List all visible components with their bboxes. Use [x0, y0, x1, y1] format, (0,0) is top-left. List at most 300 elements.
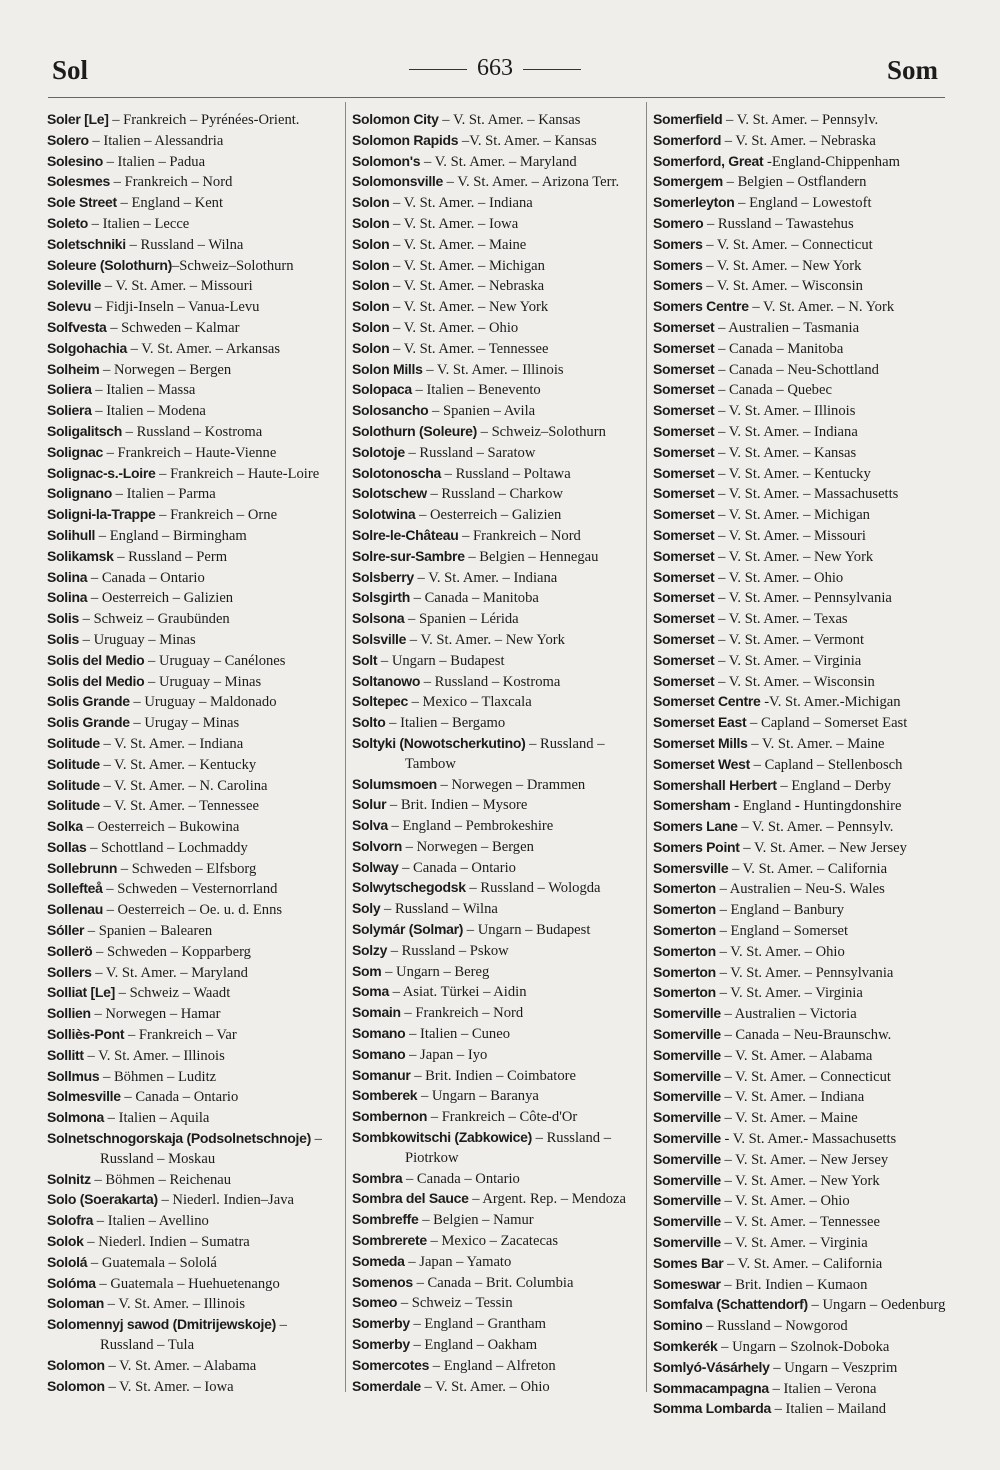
- entry-location: – Uruguay – Canélones: [144, 652, 286, 669]
- entry-location: – Italien – Parma: [111, 486, 216, 503]
- gazetteer-entry: [47, 339, 343, 360]
- entry-headword: Somerset: [653, 610, 715, 627]
- entry-location: – Spanien – Lérida: [404, 611, 519, 628]
- column-divider: [345, 102, 346, 1392]
- gazetteer-entry: [352, 235, 648, 256]
- entry-location: – V. St. Amer. – Connecticut: [720, 1068, 891, 1085]
- entry-headword: Somerville: [653, 1026, 721, 1043]
- entry-headword: Solon: [352, 194, 390, 211]
- gazetteer-entry: [47, 1315, 343, 1356]
- gazetteer-entry: [352, 816, 648, 837]
- entry-location: – Frankreich – Orne: [155, 507, 278, 524]
- entry-headword: Somers Centre: [653, 298, 749, 315]
- entry-headword: Solsberry: [352, 568, 414, 585]
- entry-headword: Solis del Medio: [47, 672, 145, 689]
- entry-location: – Schweiz – Waadt: [114, 985, 231, 1002]
- gazetteer-entry: [352, 1377, 648, 1398]
- entry-headword: Sollers: [47, 963, 92, 980]
- page-header: [0, 55, 1000, 91]
- entry-location: – Norwegen – Bergen: [402, 838, 534, 855]
- gazetteer-entry: [653, 1295, 949, 1316]
- entry-location: – V. St. Amer. – New York: [720, 1172, 880, 1189]
- entry-headword: Somerset: [653, 402, 715, 419]
- entry-location: – Frankreich – Haute-Loire: [155, 465, 320, 482]
- entry-location: – Russland – Moskau: [100, 1131, 322, 1167]
- entry-headword: Soletschniki: [47, 235, 126, 252]
- gazetteer-entry: [653, 713, 949, 734]
- gazetteer-entry: [352, 1273, 648, 1294]
- gazetteer-entry: [352, 588, 648, 609]
- entry-location: – Ungarn – Budapest: [463, 922, 591, 939]
- gazetteer-entry: [47, 1274, 343, 1295]
- entry-location: – Spanien – Balearen: [84, 923, 213, 940]
- entry-headword: Sololá: [47, 1253, 88, 1270]
- entry-location: – Italien – Benevento: [411, 382, 541, 399]
- gazetteer-entry: [47, 484, 343, 505]
- entry-location: – V. St. Amer. – New York: [389, 299, 549, 316]
- header-dash-left: [409, 69, 467, 70]
- gazetteer-entry: [47, 588, 343, 609]
- entry-headword: Solon: [352, 277, 390, 294]
- gazetteer-entry: [653, 692, 949, 713]
- entry-location: – Ungarn – Budapest: [377, 652, 505, 669]
- entry-headword: Solka: [47, 818, 83, 835]
- gazetteer-entry: [352, 713, 648, 734]
- entry-headword: Sollitt: [47, 1046, 84, 1063]
- gazetteer-entry: [653, 963, 949, 984]
- entry-headword: Somers Lane: [653, 818, 738, 835]
- entry-location: – Belgien – Ostflandern: [722, 174, 867, 191]
- entry-headword: Som: [352, 962, 382, 979]
- entry-location: – V. St. Amer. – Indiana: [389, 195, 533, 212]
- gazetteer-entry: [653, 1025, 949, 1046]
- entry-headword: Somerford: [653, 131, 722, 148]
- entry-location: – Frankreich – Nord: [458, 527, 581, 544]
- entry-location: –V. St. Amer. – Kansas: [458, 132, 597, 149]
- gazetteer-entry: [352, 547, 648, 568]
- entry-headword: Solgohachia: [47, 339, 127, 356]
- gazetteer-entry: [47, 1025, 343, 1046]
- entry-headword: Somerset: [653, 568, 715, 585]
- entry-location: – Russland – Tambow: [405, 735, 605, 772]
- entry-headword: Somenos: [352, 1273, 413, 1290]
- entry-headword: Solvorn: [352, 837, 403, 854]
- gazetteer-entry: [653, 859, 949, 880]
- gazetteer-entry: [653, 256, 949, 277]
- entry-headword: Somes Bar: [653, 1254, 724, 1271]
- gazetteer-entry: [653, 838, 949, 859]
- gazetteer-entry: [653, 172, 949, 193]
- gazetteer-entry: [47, 1190, 343, 1211]
- gazetteer-entry: [352, 1128, 648, 1169]
- entry-location: – Schweiz–Solothurn: [476, 423, 606, 440]
- entry-location: – V. St. Amer. – New York: [406, 631, 565, 648]
- gazetteer-entry: [653, 755, 949, 776]
- entry-headword: Sommacampagna: [653, 1379, 769, 1396]
- entry-location: – Italien – Aquila: [104, 1110, 210, 1127]
- gazetteer-entry: [47, 838, 343, 859]
- entry-headword: Soligni-la-Trappe: [47, 506, 156, 523]
- entry-location: – Canada – Manitoba: [714, 340, 844, 357]
- entry-location: – V. St. Amer. – Tennessee: [389, 340, 549, 357]
- entry-headword: Solignano: [47, 485, 112, 502]
- entry-location: – Mexico – Zacatecas: [426, 1233, 559, 1250]
- gazetteer-entry: [352, 1003, 648, 1024]
- gazetteer-entry: [653, 630, 949, 651]
- entry-location: – Italien – Padua: [102, 153, 206, 170]
- entry-headword: Solihull: [47, 526, 96, 543]
- gazetteer-entry: [653, 214, 949, 235]
- entry-headword: Somerset West: [653, 755, 750, 772]
- gazetteer-entry: [352, 1231, 648, 1252]
- entry-location: – Russland – Wologda: [465, 880, 601, 897]
- entry-location: – Ungarn – Oedenburg: [807, 1297, 946, 1314]
- entry-location: – Russland – Tula: [100, 1317, 287, 1354]
- entry-headword: Solsona: [352, 610, 405, 627]
- entry-location: – Italien – Avellino: [93, 1213, 209, 1230]
- entry-location: - V. St. Amer.- Massachusetts: [720, 1131, 897, 1148]
- entry-location: – V. St. Amer. – New Jersey: [739, 839, 907, 856]
- entry-headword: Somerset: [653, 651, 715, 668]
- entry-location: -England-Chippenham: [763, 153, 900, 170]
- gazetteer-entry: [47, 755, 343, 776]
- entry-location: – V. St. Amer. – Iowa: [104, 1378, 234, 1395]
- entry-headword: Sollas: [47, 838, 87, 855]
- entry-headword: Somers: [653, 256, 703, 273]
- entry-headword: Solomennyj sawod (Dmitrijewskoje): [47, 1316, 276, 1333]
- entry-location: – Russland – Piotrkow: [405, 1130, 612, 1166]
- entry-location: – V. St. Amer. – Illinois: [714, 403, 856, 420]
- gazetteer-entry: [47, 1377, 343, 1398]
- gazetteer-entry: [47, 152, 343, 173]
- entry-headword: Somero: [653, 214, 704, 231]
- entry-headword: Sole Street: [47, 194, 117, 211]
- entry-headword: Solwytschegodsk: [352, 879, 466, 896]
- entry-location: – Ungarn – Bereg: [381, 963, 490, 980]
- gazetteer-entry: [352, 982, 648, 1003]
- entry-headword: Somerton: [653, 984, 716, 1001]
- entry-location: – Schweden – Kopparberg: [92, 943, 251, 960]
- entry-headword: Somerville: [653, 1213, 721, 1230]
- entry-location: – Brit. Indien – Coimbatore: [410, 1067, 576, 1084]
- entry-location: – Oesterreich – Galizien: [87, 590, 234, 607]
- entry-location: – V. St. Amer. – Tennessee: [99, 798, 259, 815]
- entry-location: – Russland – Tawastehus: [703, 215, 854, 232]
- entry-headword: Somano: [352, 1025, 406, 1042]
- entry-location: – England – Somerset: [715, 923, 849, 940]
- gazetteer-entry: [653, 734, 949, 755]
- entry-location: – V. St. Amer. – Wisconsin: [702, 278, 863, 295]
- entry-location: – Canada – Manitoba: [409, 590, 539, 607]
- gazetteer-entry: [47, 422, 343, 443]
- gazetteer-entry: [352, 1314, 648, 1335]
- entry-location: – V. St. Amer. – Massachusetts: [714, 486, 899, 503]
- entry-location: – Frankreich – Nord: [109, 174, 233, 191]
- gazetteer-entry: [352, 941, 648, 962]
- gazetteer-entry: [352, 1169, 648, 1190]
- gazetteer-entry: [352, 1045, 648, 1066]
- entry-headword: Somerset: [653, 318, 715, 335]
- gazetteer-entry: [653, 360, 949, 381]
- gazetteer-entry: [47, 297, 343, 318]
- entry-headword: Soltepec: [352, 693, 408, 710]
- entry-headword: Somerville: [653, 1130, 721, 1147]
- entry-location: – England – Alfreton: [429, 1357, 556, 1374]
- gazetteer-entry: [352, 152, 648, 173]
- gazetteer-entry: [352, 297, 648, 318]
- entry-location: – Russland – Perm: [113, 548, 228, 565]
- entry-headword: Solok: [47, 1233, 84, 1250]
- gazetteer-entry: [653, 152, 949, 173]
- entry-headword: Somerset: [653, 339, 715, 356]
- entry-headword: Sombrerete: [352, 1232, 427, 1249]
- entry-headword: Somerset: [653, 381, 715, 398]
- entry-headword: Solto: [352, 714, 386, 731]
- entry-headword: Solheim: [47, 360, 100, 377]
- entry-location: – Belgien – Hennegau: [464, 548, 599, 565]
- entry-location: – Frankreich – Nord: [400, 1005, 524, 1022]
- entry-headword: Somerville: [653, 1005, 721, 1022]
- gazetteer-entry: [47, 1129, 343, 1170]
- entry-location: – V. St. Amer. – Indiana: [714, 423, 858, 440]
- entry-location: – Canada – Ontario: [87, 569, 205, 586]
- gazetteer-entry: [47, 235, 343, 256]
- entry-location: – V. St. Amer. – Virginia: [720, 1235, 868, 1252]
- entry-location: – V. St. Amer. – New York: [714, 548, 874, 565]
- gazetteer-entry: [352, 422, 648, 443]
- gazetteer-entry: [653, 900, 949, 921]
- gazetteer-entry: [352, 276, 648, 297]
- gazetteer-entry: [47, 1046, 343, 1067]
- entry-headword: Somergem: [653, 173, 723, 190]
- entry-location: – V. St. Amer. – Michigan: [714, 507, 870, 524]
- entry-location: – Norwegen – Hamar: [90, 1006, 221, 1023]
- entry-headword: Solis Grande: [47, 714, 130, 731]
- gazetteer-entry: [47, 276, 343, 297]
- gazetteer-entry: [653, 1316, 949, 1337]
- gazetteer-entry: [653, 547, 949, 568]
- gazetteer-entry: [352, 1189, 648, 1210]
- entry-headword: Solitude: [47, 797, 100, 814]
- entry-location: – V. St. Amer. – California: [723, 1255, 883, 1272]
- entry-location: – Frankreich – Var: [124, 1027, 237, 1044]
- gazetteer-entry: [352, 1335, 648, 1356]
- entry-location: – Niederl. Indien – Sumatra: [83, 1234, 250, 1251]
- column-1: [47, 110, 343, 1397]
- entry-location: – Oesterreich – Bukowina: [82, 819, 240, 836]
- entry-headword: Somerleyton: [653, 194, 735, 211]
- gazetteer-entry: [653, 1191, 949, 1212]
- gazetteer-entry: [352, 1024, 648, 1045]
- gazetteer-entry: [47, 1004, 343, 1025]
- entry-headword: Somerville: [653, 1192, 721, 1209]
- entry-location: – Canada – Quebec: [714, 382, 832, 399]
- entry-location: – Urugay – Minas: [129, 715, 240, 732]
- gazetteer-entry: [47, 318, 343, 339]
- entry-location: – V. St. Amer. – Texas: [714, 611, 848, 628]
- entry-headword: Solothurn (Soleure): [352, 422, 477, 439]
- gazetteer-entry: [352, 692, 648, 713]
- entry-headword: Somerville: [653, 1088, 721, 1105]
- entry-headword: Somberek: [352, 1087, 418, 1104]
- gazetteer-entry: [352, 172, 648, 193]
- gazetteer-entry: [653, 817, 949, 838]
- gazetteer-entry: [47, 859, 343, 880]
- column-2: [352, 110, 648, 1397]
- entry-location: – England – Oakham: [409, 1337, 538, 1354]
- entry-headword: Somers Point: [653, 838, 740, 855]
- entry-location: – Canada – Ontario: [398, 859, 516, 876]
- entry-headword: Solomonsville: [352, 173, 444, 190]
- gazetteer-entry: [653, 1171, 949, 1192]
- entry-location: – Fidji-Inseln – Vanua-Levu: [91, 299, 260, 316]
- gazetteer-entry: [47, 713, 343, 734]
- entry-headword: Solomon City: [352, 111, 439, 127]
- entry-location: – V. St. Amer. – Vermont: [714, 631, 865, 648]
- entry-headword: Somkerék: [653, 1338, 718, 1355]
- gazetteer-entry: [352, 630, 648, 651]
- entry-headword: Sóller: [47, 922, 85, 939]
- entry-location: –Schweiz–Solothurn: [171, 257, 294, 274]
- gazetteer-entry: [653, 1046, 949, 1067]
- entry-location: – Spanien – Avila: [428, 403, 536, 420]
- entry-location: – V. St. Amer. – New Jersey: [720, 1151, 889, 1168]
- entry-headword: Somerset East: [653, 714, 747, 731]
- gazetteer-entry: [653, 1254, 949, 1275]
- gazetteer-entry: [352, 609, 648, 630]
- entry-location: – Niederl. Indien–Java: [157, 1192, 294, 1209]
- gazetteer-entry: [653, 1233, 949, 1254]
- entry-headword: Sollenau: [47, 901, 103, 918]
- entry-location: – V. St. Amer. – Virginia: [714, 652, 862, 669]
- gazetteer-entry: [352, 1086, 648, 1107]
- entry-location: – V. St. Amer. – Ohio: [420, 1378, 550, 1395]
- entry-location: – Uruguay – Maldonado: [129, 694, 277, 711]
- gazetteer-entry: [47, 172, 343, 193]
- gazetteer-entry: [653, 276, 949, 297]
- entry-headword: Soligalitsch: [47, 422, 122, 439]
- entry-headword: Somerset: [653, 526, 715, 543]
- entry-headword: Sollefteå: [47, 880, 103, 897]
- entry-location: – V. St. Amer. – Wisconsin: [714, 673, 875, 690]
- gazetteer-entry: [653, 131, 949, 152]
- entry-location: – England – Grantham: [409, 1316, 546, 1333]
- gazetteer-entry: [47, 796, 343, 817]
- entry-headword: Solotwina: [352, 506, 416, 523]
- entry-location: – Russland – Kostroma: [420, 673, 561, 690]
- entry-headword: Solur: [352, 796, 387, 813]
- entry-headword: Solt: [352, 651, 378, 668]
- entry-location: – Italien – Mailand: [770, 1401, 887, 1418]
- entry-location: – V. St. Amer. – Maryland: [420, 153, 577, 170]
- entry-location: – Ungarn – Veszprim: [769, 1359, 898, 1376]
- entry-location: – Canada – Ontario: [120, 1089, 239, 1106]
- gazetteer-entry: [47, 380, 343, 401]
- entry-location: – Canada – Brit. Columbia: [412, 1274, 574, 1291]
- entry-headword: Solon: [352, 214, 390, 231]
- entry-headword: Somers: [653, 277, 703, 294]
- entry-headword: Soma: [352, 983, 389, 1000]
- entry-location: – V. St. Amer. – New York: [702, 257, 862, 274]
- entry-headword: Somano: [352, 1045, 406, 1062]
- header-dash-right: [523, 69, 581, 70]
- entry-headword: Somerset Mills: [653, 734, 748, 751]
- gazetteer-entry: [653, 609, 949, 630]
- entry-headword: Solon: [352, 318, 390, 335]
- entry-location: – Australien – Victoria: [720, 1006, 857, 1023]
- entry-headword: Solotoje: [352, 443, 405, 460]
- entry-location: – Japan – Yamato: [404, 1253, 512, 1270]
- gazetteer-entry: [653, 1358, 949, 1379]
- entry-headword: Somino: [653, 1317, 703, 1334]
- gazetteer-entry: [653, 921, 949, 942]
- entry-headword: Solotschew: [352, 485, 427, 502]
- entry-headword: Somerford, Great: [653, 152, 764, 169]
- gazetteer-entry: [653, 297, 949, 318]
- gazetteer-entry: [352, 505, 648, 526]
- entry-location: – V. St. Amer. – Illinois: [422, 361, 564, 378]
- entry-location: – Capland – Somerset East: [746, 715, 908, 732]
- gazetteer-entry: [47, 568, 343, 589]
- entry-location: – Italien – Cuneo: [405, 1026, 511, 1043]
- entry-headword: Somersham: [653, 797, 731, 814]
- entry-location: – Argent. Rep. – Mendoza: [468, 1191, 626, 1208]
- entry-location: – Guatemala – Huehuetenango: [95, 1275, 280, 1292]
- gazetteer-entry: [653, 1337, 949, 1358]
- entry-headword: Solmesville: [47, 1088, 121, 1105]
- entry-headword: Somersville: [653, 859, 729, 876]
- gazetteer-entry: [352, 775, 648, 796]
- entry-location: – Böhmen – Luditz: [99, 1068, 217, 1085]
- entry-headword: Solomon: [47, 1356, 105, 1373]
- gazetteer-entry: [47, 879, 343, 900]
- entry-location: – England – Birmingham: [95, 527, 247, 544]
- gazetteer-entry: [653, 1150, 949, 1171]
- entry-location: – V. St. Amer. – Indiana: [720, 1089, 865, 1106]
- entry-location: – Canada – Neu-Schottland: [714, 361, 879, 378]
- gazetteer-entry: [47, 734, 343, 755]
- entry-headword: Somerby: [352, 1336, 410, 1353]
- entry-location: – V. St. Amer. – Alabama: [104, 1357, 257, 1374]
- entry-headword: Solignac: [47, 443, 103, 460]
- entry-location: – V. St. Amer. – Indiana: [99, 735, 244, 752]
- gazetteer-entry: [352, 878, 648, 899]
- entry-headword: Solis Grande: [47, 693, 130, 710]
- entry-location: – Frankreich – Côte-d'Or: [427, 1109, 578, 1126]
- entry-location: – England – Lowestoft: [734, 195, 872, 212]
- entry-headword: Somerton: [653, 880, 716, 897]
- entry-location: – Norwegen – Bergen: [99, 361, 232, 378]
- entry-headword: Solikamsk: [47, 547, 114, 564]
- entry-location: – V. St. Amer. – Missouri: [101, 278, 253, 295]
- gazetteer-entry: [47, 193, 343, 214]
- entry-headword: Somerset: [653, 360, 715, 377]
- gazetteer-entry: [47, 360, 343, 381]
- gazetteer-entry: [653, 1275, 949, 1296]
- gazetteer-entry: [47, 900, 343, 921]
- page-number-group: [395, 55, 595, 82]
- entry-headword: Solis: [47, 630, 79, 647]
- entry-location: – Australien – Tasmania: [714, 319, 860, 336]
- gazetteer-entry: [653, 339, 949, 360]
- entry-location: – Russland – Nowgorod: [702, 1318, 848, 1335]
- entry-location: – V. St. Amer. – Kentucky: [714, 465, 871, 482]
- entry-headword: Somain: [352, 1004, 401, 1021]
- entry-location: – Asiat. Türkei – Aidin: [388, 984, 527, 1001]
- gazetteer-entry: [653, 568, 949, 589]
- entry-location: – Belgien – Namur: [418, 1212, 534, 1229]
- entry-location: – Russland – Pskow: [387, 942, 509, 959]
